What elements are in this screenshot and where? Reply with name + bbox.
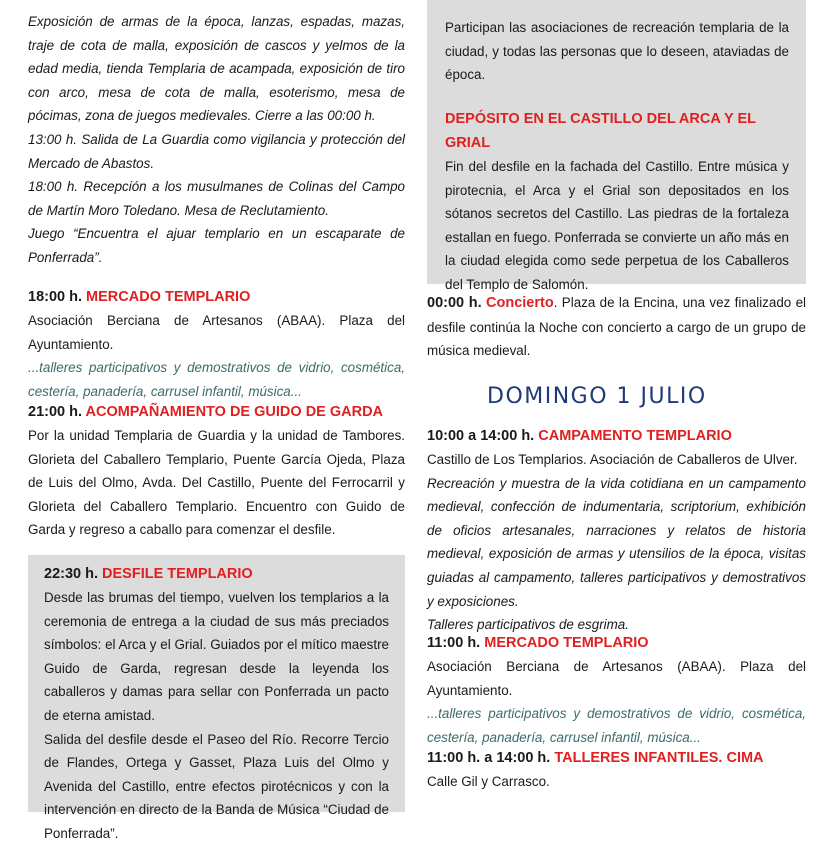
deposito-text: Fin del desfile en la fachada del Castillo. Entre música y pirotecnia, el Arca y el Grial son depositados en los sótanos secretos del Castillo. Las piedras de la fortaleza estallan en fuego. Ponferrada se convierte un año más en la ciudad elegida como sede perpetua de los Caballeros del Templo de Salomón. xyxy=(445,159,789,292)
day-heading: DOMINGO 1 JULIO xyxy=(487,384,707,409)
campamento-detail: Recreación y muestra de la vida cotidiana en un campamento medieval, confección de indumentaria, scriptorium, exhibición de oficios artesanales, narraciones y relatos de historia medieval, exposición de armas y utensilios de la época, visitas guiadas al campamento, talleres participativos y demostrativos y exposiciones. xyxy=(427,475,806,609)
deposito-section xyxy=(445,107,789,297)
concierto-text: . Plaza de la Encina, una vez finalizado el desfile continúa la Noche con concierto a cargo de un grupo de música medieval. xyxy=(427,295,807,359)
acompanamiento-heading xyxy=(28,400,405,424)
intro-paragraph-2: 13:00 h. Salida de La Guardia como vigilancia y protección del Mercado de Abastos. xyxy=(28,131,405,171)
desfile-text-2: Salida del desfile desde el Paseo del Río. Recorre Tercio de Flandes, Ortega y Gasset, Plaza Luis del Olmo y Avenida del Castillo, entre efectos pirotécnicos y con la intervención en directo de la Banda de Música “Ciudad de Ponferrada”. xyxy=(44,731,389,841)
intro-paragraph-3: 18:00 h. Recepción a los musulmanes de Colinas del Campo de Martín Moro Toledano. Mesa de Reclutamiento. xyxy=(28,179,405,218)
desfile-section xyxy=(44,562,389,846)
mercado2-title: MERCADO TEMPLARIO xyxy=(484,635,649,651)
acompanamiento-title: ACOMPAÑAMIENTO DE GUIDO DE GARDA xyxy=(85,404,384,420)
intro-paragraph-1: Exposición de armas de la época, lanzas, espadas, mazas, traje de cota de malla, exposición de cascos y yelmos de la edad media, tienda Templaria de acampada, exposición de tiro con arco, mesa de cota de malla, esoterismo, mesa de pócimas, zona de juegos medievales. Cierre a las 00:00 h. xyxy=(28,14,405,124)
mercado-time: 18:00 h. xyxy=(28,289,82,305)
concierto-title: Concierto xyxy=(486,295,554,311)
talleres-place: Calle Gil y Carrasco. xyxy=(427,774,550,789)
intro-paragraph-4: Juego “Encuentra el ajuar templario en un escaparate de Ponferrada”. xyxy=(28,226,405,265)
concierto-paragraph xyxy=(427,291,806,363)
mercado2-time: 11:00 h. xyxy=(427,635,481,651)
desfile-time: 22:30 h. xyxy=(44,566,98,582)
left-column xyxy=(28,10,405,270)
mercado-detail: ...talleres participativos y demostrativos de vidrio, cosmética, cestería, panadería, carrusel infantil, música... xyxy=(28,360,405,399)
desfile-text-1: Desde las brumas del tiempo, vuelven los templarios a la ceremonia de entrega a la ciudad de sus más preciados símbolos: el Arca y el Grial. Guiados por el mítico maestre Guido de Garda, regresan desde la leyenda los caballeros y damas para sellar con Ponferrada un pacto de eterna amistad. xyxy=(44,590,389,723)
talleres-title: TALLERES INFANTILES. CIMA xyxy=(554,750,764,766)
acompanamiento-time: 21:00 h. xyxy=(28,404,82,420)
mercado2-detail: ...talleres participativos y demostrativos de vidrio, cosmética, cestería, panadería, carrusel infantil, música... xyxy=(427,706,806,745)
mercado2-section xyxy=(427,631,806,749)
desfile-heading xyxy=(44,562,389,586)
acompanamiento-section xyxy=(28,400,405,542)
acompanamiento-text: Por la unidad Templaria de Guardia y la unidad de Tambores. Glorieta del Caballero Templario, Puente García Ojeda, Plaza de Luis del Olmo, Avda. Del Castillo, Puente del Ferrocarril y Glorieta del Caballero Templario. Encuentro con Guido de Garda y regreso a caballo para comenzar el desfile. xyxy=(28,428,405,538)
mercado2-place: Asociación Berciana de Artesanos (ABAA). Plaza del Ayuntamiento. xyxy=(427,659,806,698)
campamento-detail-2: Talleres participativos de esgrima. xyxy=(427,617,629,633)
talleres-time: 11:00 h. a 14:00 h. xyxy=(427,750,551,766)
campamento-place: Castillo de Los Templarios. Asociación de Caballeros de Ulver. xyxy=(427,452,798,467)
desfile-title: DESFILE TEMPLARIO xyxy=(102,566,253,582)
grey-top-section xyxy=(445,16,789,87)
campamento-time: 10:00 a 14:00 h. xyxy=(427,428,535,444)
concierto-time: 00:00 h. xyxy=(427,295,482,311)
talleres-section xyxy=(427,746,806,794)
talleres-heading xyxy=(427,746,806,770)
mercado-title: MERCADO TEMPLARIO xyxy=(86,289,251,305)
deposito-title: DEPÓSITO EN EL CASTILLO DEL ARCA Y EL GRIAL xyxy=(445,111,756,151)
campamento-heading xyxy=(427,424,806,448)
campamento-section xyxy=(427,424,806,637)
mercado-heading xyxy=(28,285,405,309)
participan-text: Participan las asociaciones de recreación templaria de la ciudad, y todas las personas que lo deseen, ataviadas de época. xyxy=(445,20,789,83)
concierto-section xyxy=(427,291,806,363)
campamento-title: CAMPAMENTO TEMPLARIO xyxy=(538,428,732,444)
mercado-section xyxy=(28,285,405,403)
mercado2-heading xyxy=(427,631,806,655)
mercado-place: Asociación Berciana de Artesanos (ABAA). Plaza del Ayuntamiento. xyxy=(28,313,405,352)
